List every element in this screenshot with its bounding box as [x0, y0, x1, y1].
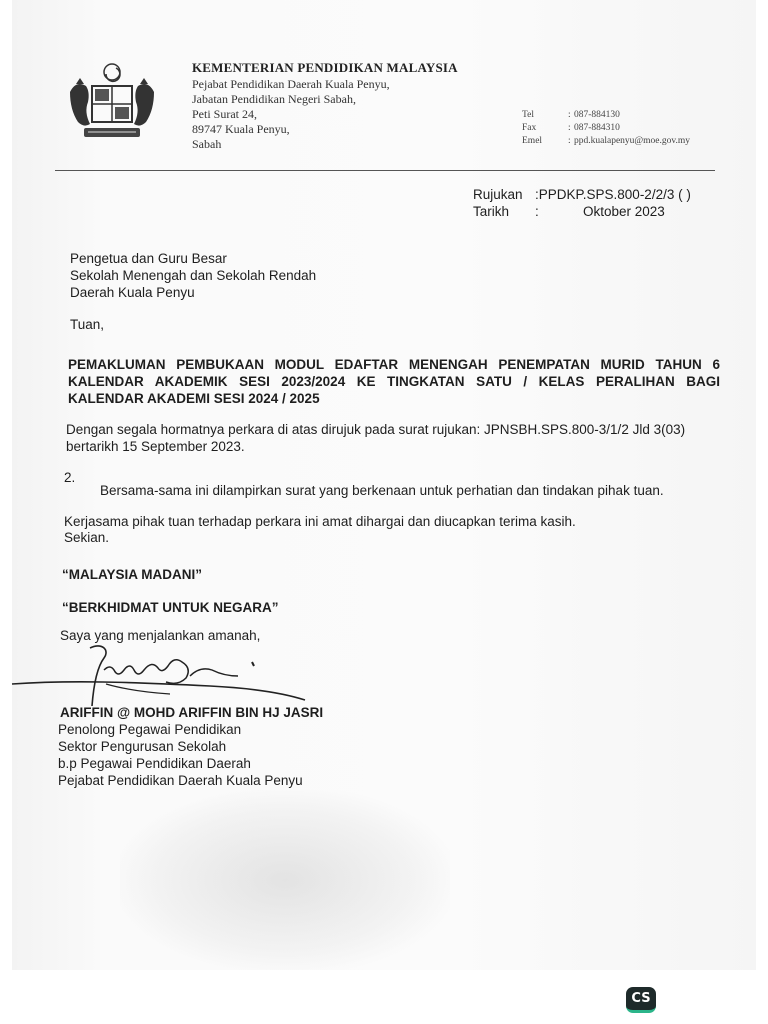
malaysia-crest-icon — [62, 62, 162, 148]
signatory-line: Penolong Pegawai Pendidikan — [58, 722, 242, 737]
address-line: Sabah — [192, 137, 222, 151]
fax-label: Fax — [522, 123, 537, 133]
recipient-line: Daerah Kuala Penyu — [70, 285, 195, 300]
paragraph-3: Kerjasama pihak tuan terhadap perkara ini amat dihargai dan diucapkan terima kasih. — [64, 514, 576, 529]
tarikh-value: Oktober 2023 — [583, 204, 665, 219]
shadow-smudge — [120, 790, 450, 970]
handwritten-signature — [10, 640, 320, 710]
address-line: Jabatan Pendidikan Negeri Sabah, — [192, 92, 356, 106]
paragraph-2-number: 2. — [64, 470, 76, 485]
letterhead-divider — [55, 170, 715, 171]
ministry-address — [192, 77, 390, 152]
signatory-line: b.p Pegawai Pendidikan Daerah — [58, 756, 251, 771]
salutation: Tuan, — [70, 317, 105, 332]
fax-value: 087-884310 — [574, 123, 620, 133]
address-line: 89747 Kuala Penyu, — [192, 122, 290, 136]
paragraph-1: Dengan segala hormatnya perkara di atas dirujuk pada surat rujukan: JPNSBH.SPS.800-3/1/2 Jld 3(03) bertarikh 15 September 2023. — [66, 422, 686, 454]
subject-title: PEMAKLUMAN PEMBUKAAN MODUL EDAFTAR MENENGAH PENEMPATAN MURID TAHUN 6 KALENDAR AKADEMIK SESI 2023/2024 KE TINGKATAN SATU / KELAS PERALIHAN BAGI KALENDAR AKADEMI SESI 2024 / 2025 — [68, 357, 720, 406]
tarikh-sep: : — [535, 204, 539, 219]
signatory-details — [58, 721, 303, 789]
slogan-berkhidmat: “BERKHIDMAT UNTUK NEGARA” — [62, 600, 279, 615]
recipient-line: Pengetua dan Guru Besar — [70, 251, 227, 266]
contact-block: Tel : 087-884130 Fax : 087-884310 Emel : ppd.kualapenyu@moe.gov.my — [522, 110, 691, 146]
ministry-name: KEMENTERIAN PENDIDIKAN MALAYSIA — [192, 60, 458, 75]
slogan-madani: “MALAYSIA MADANI” — [62, 567, 203, 582]
address-line: Pejabat Pendidikan Daerah Kuala Penyu, — [192, 77, 390, 91]
tel-label: Tel — [522, 110, 534, 120]
signatory-line: Sektor Pengurusan Sekolah — [58, 739, 227, 754]
recipient-block — [70, 250, 316, 301]
email-value: ppd.kualapenyu@moe.gov.my — [574, 136, 691, 146]
recipient-line: Sekolah Menengah dan Sekolah Rendah — [70, 268, 317, 283]
camscanner-logo-icon: CS — [626, 987, 656, 1013]
signatory-line: Pejabat Pendidikan Daerah Kuala Penyu — [58, 773, 303, 788]
paragraph-2: Bersama-sama ini dilampirkan surat yang berkenaan untuk perhatian dan tindakan pihak tuan. — [100, 483, 664, 498]
address-line: Peti Surat 24, — [192, 107, 257, 121]
tarikh-label: Tarikh — [473, 204, 510, 219]
reference-block — [473, 186, 691, 220]
email-label: Emel — [522, 136, 543, 146]
rujukan-label: Rujukan — [473, 187, 523, 202]
signatory-name: ARIFFIN @ MOHD ARIFFIN BIN HJ JASRI — [60, 705, 324, 720]
closing: Sekian. — [64, 530, 110, 545]
rujukan-value: :PPDKP.SPS.800-2/2/3 ( ) — [535, 187, 691, 202]
sign-off: Saya yang menjalankan amanah, — [60, 628, 261, 643]
tel-value: 087-884130 — [574, 110, 620, 120]
